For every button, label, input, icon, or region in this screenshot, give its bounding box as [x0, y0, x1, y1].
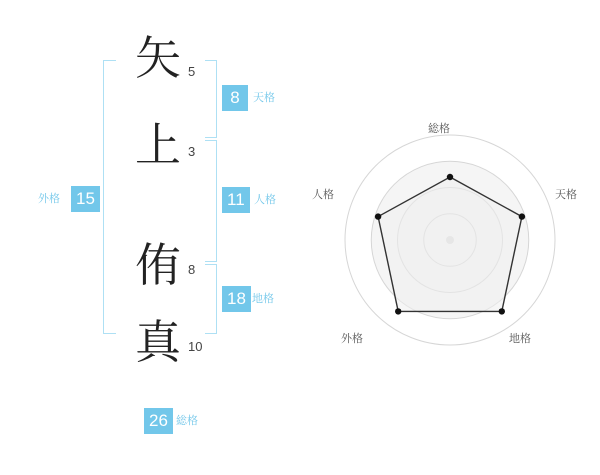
outer-kaku-bracket	[103, 60, 116, 334]
radar-chart-panel	[300, 0, 600, 470]
heaven-kaku-bracket	[205, 60, 217, 138]
total-kaku-badge: 26	[144, 408, 173, 434]
earth-kaku-bracket	[205, 264, 217, 334]
kanji-char-4: 真	[135, 317, 181, 368]
stroke-count-4: 10	[188, 339, 203, 354]
radar-axis-label-0: 総格	[428, 123, 450, 135]
personal-kaku-badge: 11	[222, 187, 250, 213]
earth-kaku-label: 地格	[252, 293, 274, 305]
kanji-char-1: 矢	[135, 33, 181, 84]
radar-axis-label-3: 外格	[341, 333, 363, 345]
kanji-char-3: 侑	[135, 240, 181, 291]
radar-axis-label-1: 天格	[555, 189, 577, 201]
outer-kaku-badge: 15	[71, 186, 100, 212]
radar-axis-label-2: 地格	[509, 333, 531, 345]
stroke-count-1: 5	[188, 64, 196, 79]
earth-kaku-badge: 18	[222, 286, 251, 312]
personal-kaku-bracket	[205, 140, 217, 262]
stroke-count-2: 3	[188, 144, 196, 159]
personal-kaku-label: 人格	[254, 194, 276, 206]
outer-kaku-label: 外格	[38, 193, 60, 205]
kanji-char-2: 上	[135, 120, 181, 171]
stroke-count-3: 8	[188, 262, 196, 277]
name-breakdown-panel	[0, 0, 300, 470]
heaven-kaku-badge: 8	[222, 85, 248, 111]
radar-chart	[300, 0, 600, 470]
radar-axis-label-4: 人格	[312, 189, 334, 201]
heaven-kaku-label: 天格	[253, 92, 275, 104]
total-kaku-label: 総格	[176, 415, 198, 427]
